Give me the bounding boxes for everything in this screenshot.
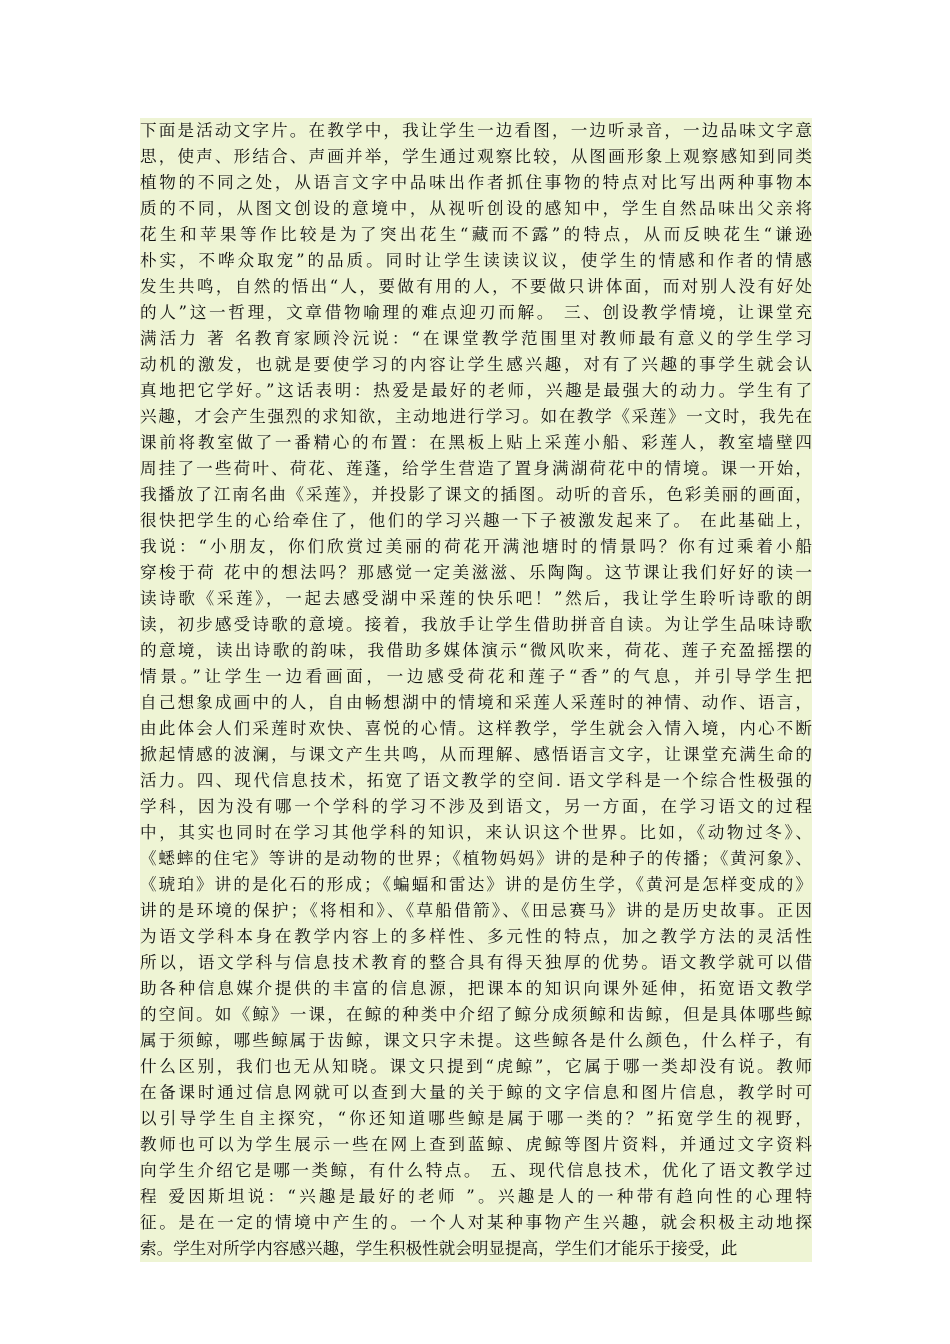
text-line: 动机的激发，也就是要使学习的内容让学生感兴趣，对有了兴趣的事学生就会认 (140, 352, 812, 378)
text-line: 的空间。如《鲸》一课，在鲸的种类中介绍了鲸分成须鲸和齿鲸，但是具体哪些鲸 (140, 1002, 812, 1028)
text-line: 征。是在一定的情境中产生的。一个人对某种事物产生兴趣，就会积极主动地探 (140, 1210, 812, 1236)
text-line: 兴趣，才会产生强烈的求知欲，主动地进行学习。如在教学《采莲》一文时，我先在 (140, 404, 812, 430)
text-line: 助各种信息媒介提供的丰富的信息源，把课本的知识向课外延伸，拓宽语文教学 (140, 976, 812, 1002)
text-line: 发生共鸣，自然的悟出“人，要做有用的人，不要做只讲体面，而对别人没有好处 (140, 274, 812, 300)
text-line: 读诗歌《采莲》，一起去感受湖中采莲的快乐吧！”然后，我让学生聆听诗歌的朗 (140, 586, 812, 612)
body-text (140, 118, 812, 1262)
text-line: 下面是活动文字片。在教学中，我让学生一边看图，一边听录音，一边品味文字意 (140, 118, 812, 144)
text-line: 植物的不同之处，从语言文字中品味出作者抓住事物的特点对比写出两种事物本 (140, 170, 812, 196)
text-line: 在备课时通过信息网就可以查到大量的关于鲸的文字信息和图片信息，教学时可 (140, 1080, 812, 1106)
text-line: 很快把学生的心给牵住了，他们的学习兴趣一下子被激发起来了。 在此基础上， (140, 508, 812, 534)
text-line: 满活力 著 名教育家顾泠沅说：“在课堂教学范围里对教师最有意义的学生学习 (140, 326, 812, 352)
text-line: 向学生介绍它是哪一类鲸，有什么特点。 五、现代信息技术，优化了语文教学过 (140, 1158, 812, 1184)
text-line: 活力。四、现代信息技术，拓宽了语文教学的空间. 语文学科是一个综合性极强的 (140, 768, 812, 794)
text-line: 程 爱因斯坦说：“兴趣是最好的老师 ”。兴趣是人的一种带有趋向性的心理特 (140, 1184, 812, 1210)
text-line: 真地把它学好。”这话表明：热爱是最好的老师，兴趣是最强大的动力。学生有了 (140, 378, 812, 404)
text-line: 花生和苹果等作比较是为了突出花生“藏而不露”的特点，从而反映花生“谦逊 (140, 222, 812, 248)
text-line: 为语文学科本身在教学内容上的多样性、多元性的特点，加之教学方法的灵活性 (140, 924, 812, 950)
text-line: 以引导学生自主探究，“你还知道哪些鲸是属于哪一类的？”拓宽学生的视野， (140, 1106, 812, 1132)
text-line: 《蟋蟀的住宅》等讲的是动物的世界；《植物妈妈》讲的是种子的传播；《黄河象》、 (140, 846, 812, 872)
text-line: 掀起情感的波澜，与课文产生共鸣，从而理解、感悟语言文字，让课堂充满生命的 (140, 742, 812, 768)
text-line: 的人”这一哲理，文章借物喻理的难点迎刃而解。 三、创设教学情境，让课堂充 (140, 300, 812, 326)
text-line: 《琥珀》讲的是化石的形成；《蝙蝠和雷达》讲的是仿生学，《黄河是怎样变成的》 (140, 872, 812, 898)
text-line: 我说：“小朋友，你们欣赏过美丽的荷花开满池塘时的情景吗？你有过乘着小船 (140, 534, 812, 560)
text-line: 的意境，读出诗歌的韵味，我借助多媒体演示“微风吹来，荷花、莲子充盈摇摆的 (140, 638, 812, 664)
text-line: 什么区别，我们也无从知晓。课文只提到“虎鲸”，它属于哪一类却没有说。教师 (140, 1054, 812, 1080)
text-line: 穿梭于荷 花中的想法吗？那感觉一定美滋滋、乐陶陶。这节课让我们好好的读一 (140, 560, 812, 586)
text-line: 所以，语文学科与信息技术教育的整合具有得天独厚的优势。语文教学就可以借 (140, 950, 812, 976)
text-line: 课前将教室做了一番精心的布置：在黑板上贴上采莲小船、彩莲人，教室墙壁四 (140, 430, 812, 456)
text-line: 学科，因为没有哪一个学科的学习不涉及到语文，另一方面，在学习语文的过程 (140, 794, 812, 820)
text-line: 读，初步感受诗歌的意境。接着，我放手让学生借助拼音自读。为让学生品味诗歌 (140, 612, 812, 638)
text-line: 索。学生对所学内容感兴趣，学生积极性就会明显提高，学生们才能乐于接受，此 (140, 1236, 812, 1262)
text-line: 朴实，不哗众取宠”的品质。同时让学生读读议议，使学生的情感和作者的情感 (140, 248, 812, 274)
text-line: 质的不同，从图文创设的意境中，从视听创设的感知中，学生自然品味出父亲将 (140, 196, 812, 222)
text-line: 思，使声、形结合、声画并举，学生通过观察比较，从图画形象上观察感知到同类 (140, 144, 812, 170)
text-line: 讲的是环境的保护；《将相和》、《草船借箭》、《田忌赛马》讲的是历史故事。正因 (140, 898, 812, 924)
text-line: 我播放了江南名曲《采莲》，并投影了课文的插图。动听的音乐，色彩美丽的画面， (140, 482, 812, 508)
text-line: 由此体会人们采莲时欢快、喜悦的心情。这样教学，学生就会入情入境，内心不断 (140, 716, 812, 742)
text-line: 中，其实也同时在学习其他学科的知识，来认识这个世界。比如，《动物过冬》、 (140, 820, 812, 846)
text-line: 周挂了一些荷叶、荷花、莲蓬，给学生营造了置身满湖荷花中的情境。课一开始， (140, 456, 812, 482)
text-line: 属于须鲸，哪些鲸属于齿鲸，课文只字未提。这些鲸各是什么颜色，什么样子，有 (140, 1028, 812, 1054)
text-line: 情景。”让学生一边看画面，一边感受荷花和莲子“香”的气息，并引导学生把 (140, 664, 812, 690)
text-line: 自己想象成画中的人，自由畅想湖中的情境和采莲人采莲时的神情、动作、语言， (140, 690, 812, 716)
text-line: 教师也可以为学生展示一些在网上查到蓝鲸、虎鲸等图片资料，并通过文字资料 (140, 1132, 812, 1158)
